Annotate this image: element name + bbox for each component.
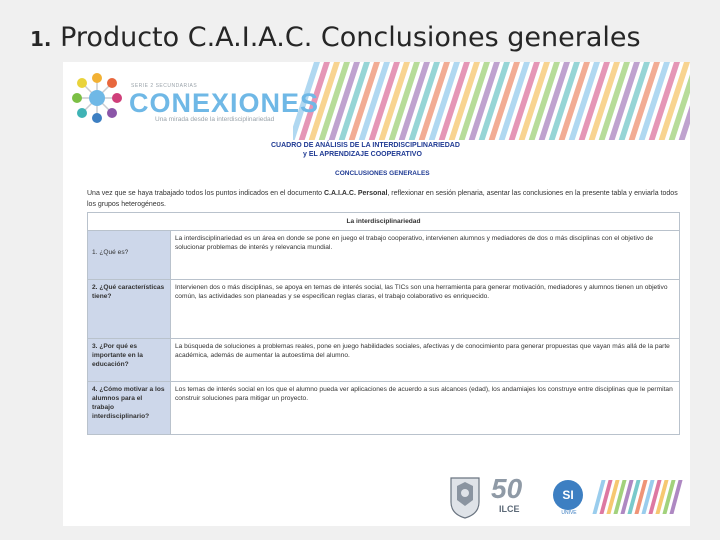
slide-number: 1. [30, 27, 52, 51]
decorative-stripes [293, 62, 690, 140]
table-row [88, 339, 680, 382]
wim-logo-icon [593, 474, 683, 520]
question-text: 1. ¿Qué es? [92, 249, 129, 256]
doc-heading-1: CUADRO DE ANÁLISIS DE LA INTERDISCIPLINARIEDAD [271, 142, 460, 149]
logo-series-text: SERIE 2 SECUNDARIAS [131, 83, 198, 89]
question-cell [88, 280, 171, 339]
intro-text-2: , reflexionar en sesión plenaria, asentar las conclusiones en la presente tabla y enviarla todos los grupos heterogéneos. [87, 190, 678, 208]
conexiones-logo-icon [69, 70, 125, 126]
answer-cell: La búsqueda de soluciones a problemas reales, pone en juego habilidades sociales, afectivas y de conocimiento para generar propuestas que vayan más allá de la parte académica, además de aumentar la autoestima del alumno. [171, 339, 680, 382]
answer-cell: Los temas de interés social en los que el alumno pueda ver aplicaciones de acuerdo a sus alcances (edad), los andamiajes los construye entre disciplinas que le permitan construir soluciones para mitigar un proyecto. [171, 382, 680, 435]
si-logo-icon [553, 474, 585, 520]
table-header-row [88, 213, 680, 231]
question-cell [88, 382, 171, 435]
intro-text-1: Una vez que se haya trabajado todos los puntos indicados en el documento [87, 190, 324, 197]
slide-title-text: Producto C.A.I.A.C. Conclusiones generales [60, 22, 641, 53]
doc-heading-2: y EL APRENDIZAJE COOPERATIVO [303, 151, 422, 158]
question-text: 2. ¿Qué características tiene? [92, 284, 165, 300]
si-logo-subtext: UNIVE [561, 510, 577, 516]
table-row [88, 231, 680, 280]
doc-heading-3: CONCLUSIONES GENERALES [335, 170, 430, 177]
si-logo-text: SI [553, 480, 583, 510]
answer-cell: Intervienen dos o más disciplinas, se apoya en temas de interés social, las TICs son una herramienta para generar motivación, mediadores y alumnos tienen un objetivo común, las actividades son planeadas y se especifican reglas claras, el trabajo colaborativo es enriquecido. [171, 280, 680, 339]
fifty-number: 50 [491, 473, 523, 504]
logo-wordmark: CONEXIONES [129, 88, 320, 118]
slide-title [30, 22, 641, 53]
conclusions-table [87, 212, 680, 435]
question-text: 3. ¿Por qué es importante en la educación? [92, 343, 143, 368]
fifty-subtext: ILCE [499, 504, 520, 514]
logo-subtitle: Una mirada desde la interdisciplinariedad [155, 116, 275, 123]
table-row [88, 382, 680, 435]
fifty-years-logo [491, 474, 547, 520]
unam-seal-icon [448, 474, 482, 520]
table-row [88, 280, 680, 339]
table-header: La interdisciplinariedad [88, 213, 680, 231]
question-cell [88, 339, 171, 382]
question-text: 4. ¿Cómo motivar a los alumnos para el trabajo interdisciplinario? [92, 386, 165, 420]
answer-cell: La interdisciplinariedad es un área en donde se pone en juego el trabajo cooperativo, intervienen alumnos y mediadores de dos o más disciplinas con el objetivo de solucionar problemas de interés y relevancia mundial. [171, 231, 680, 280]
intro-bold-text: C.A.I.A.C. Personal [324, 190, 388, 197]
document-image [63, 62, 690, 526]
intro-paragraph [87, 188, 679, 210]
question-cell [88, 231, 171, 280]
